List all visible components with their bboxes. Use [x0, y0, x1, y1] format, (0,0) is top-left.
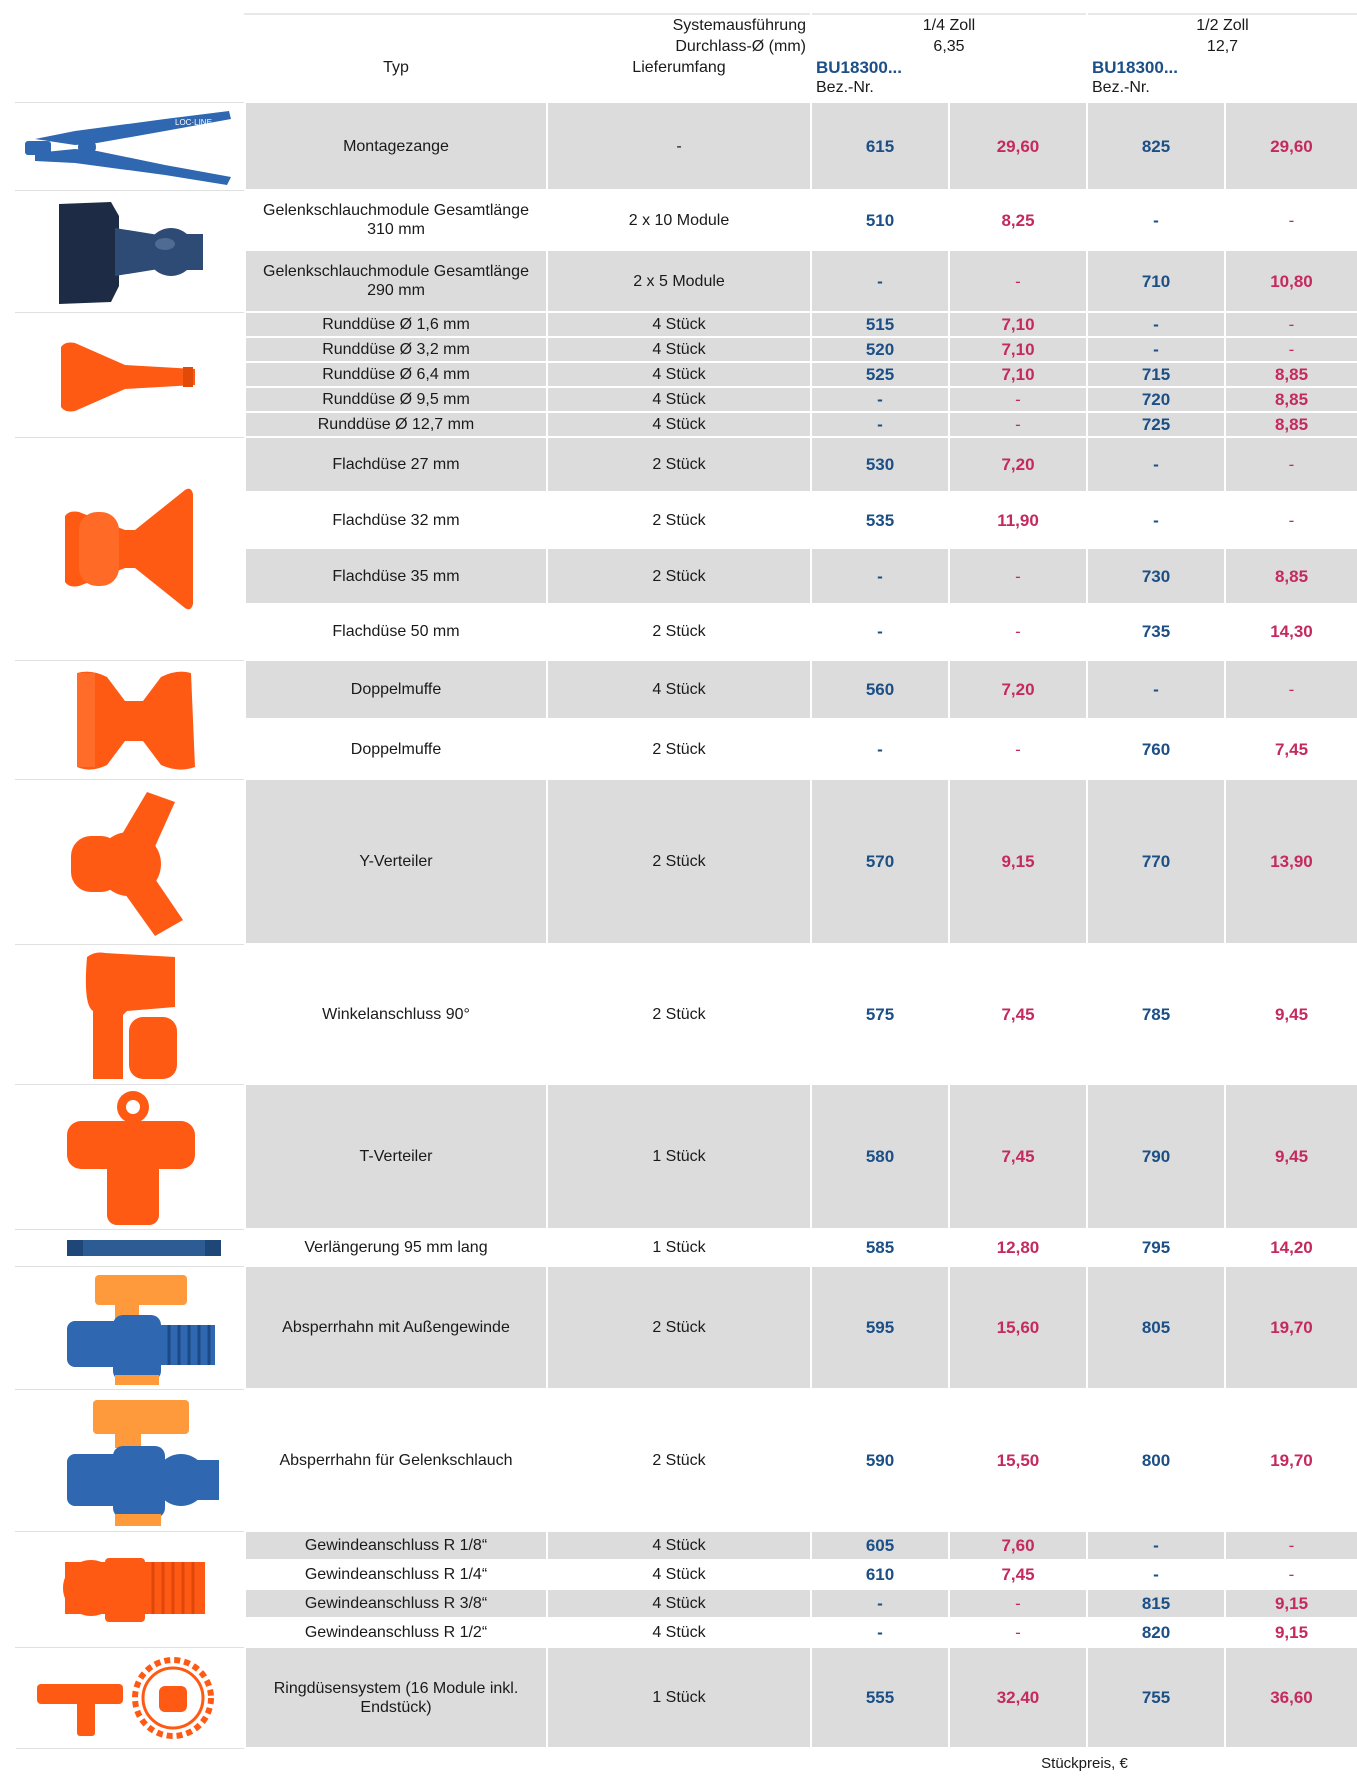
- y-splitter-image: [15, 779, 245, 944]
- row-nr-quarter: -: [811, 548, 949, 603]
- row-nr-half: 820: [1087, 1618, 1225, 1647]
- row-price-quarter: 7,20: [949, 660, 1087, 719]
- row-lieferumfang: 2 Stück: [547, 944, 811, 1084]
- table-row: [15, 102, 1357, 190]
- row-price-quarter: -: [949, 1618, 1087, 1647]
- row-price-half: 10,80: [1225, 250, 1357, 312]
- row-nr-half: -: [1087, 660, 1225, 719]
- row-lieferumfang: 2 Stück: [547, 779, 811, 944]
- row-lieferumfang: 2 x 5 Module: [547, 250, 811, 312]
- row-nr-half: -: [1087, 437, 1225, 492]
- row-typ: Runddüse Ø 1,6 mm: [245, 312, 547, 337]
- bez-nr: Bez.-Nr.: [1092, 79, 1150, 96]
- flat-nozzle-image: [15, 437, 245, 660]
- table-row: [15, 437, 1357, 492]
- valve-hose-image: [15, 1389, 245, 1531]
- row-lieferumfang: 2 Stück: [547, 1389, 811, 1531]
- t-splitter-icon: [15, 1085, 241, 1229]
- row-nr-half: -: [1087, 1531, 1225, 1560]
- row-nr-half: -: [1087, 1560, 1225, 1589]
- row-price-half: -: [1225, 190, 1357, 250]
- row-lieferumfang: 4 Stück: [547, 387, 811, 412]
- row-price-half: 8,85: [1225, 362, 1357, 387]
- row-price-quarter: 12,80: [949, 1229, 1087, 1266]
- row-price-half: 9,15: [1225, 1618, 1357, 1647]
- row-nr-half: -: [1087, 190, 1225, 250]
- row-nr-half: 800: [1087, 1389, 1225, 1531]
- row-nr-half: 770: [1087, 779, 1225, 944]
- row-price-half: -: [1225, 1531, 1357, 1560]
- row-price-quarter: 9,15: [949, 779, 1087, 944]
- row-typ: Verlängerung 95 mm lang: [245, 1229, 547, 1266]
- row-typ: Flachdüse 32 mm: [245, 492, 547, 548]
- row-nr-half: 805: [1087, 1266, 1225, 1389]
- row-typ: Flachdüse 27 mm: [245, 437, 547, 492]
- row-nr-half: 815: [1087, 1589, 1225, 1618]
- row-typ: T-Verteiler: [245, 1084, 547, 1229]
- row-price-quarter: -: [949, 387, 1087, 412]
- row-price-quarter: -: [949, 604, 1087, 660]
- row-nr-quarter: 570: [811, 779, 949, 944]
- elbow-image: [15, 944, 245, 1084]
- elbow-90-icon: [15, 945, 241, 1084]
- row-nr-half: -: [1087, 337, 1225, 362]
- row-price-quarter: 7,45: [949, 944, 1087, 1084]
- row-price-quarter: 8,25: [949, 190, 1087, 250]
- col-half-inch: 1/2 Zoll: [1087, 14, 1357, 36]
- row-price-quarter: 7,20: [949, 437, 1087, 492]
- row-price-quarter: -: [949, 250, 1087, 312]
- row-typ: Runddüse Ø 9,5 mm: [245, 387, 547, 412]
- row-typ: Runddüse Ø 12,7 mm: [245, 412, 547, 437]
- row-nr-half: 790: [1087, 1084, 1225, 1229]
- row-nr-half: 785: [1087, 944, 1225, 1084]
- flat-nozzle-icon: [15, 438, 241, 660]
- row-price-quarter: 7,10: [949, 312, 1087, 337]
- y-splitter-icon: [15, 780, 241, 944]
- typ-header: Typ: [245, 57, 547, 102]
- hose-module-image: [15, 190, 245, 312]
- row-nr-half: 795: [1087, 1229, 1225, 1266]
- extension-image: [15, 1229, 245, 1266]
- row-lieferumfang: 4 Stück: [547, 337, 811, 362]
- row-lieferumfang: 1 Stück: [547, 1084, 811, 1229]
- row-typ: Ringdüsensystem (16 Module inkl. Endstück): [245, 1647, 547, 1748]
- row-nr-quarter: -: [811, 387, 949, 412]
- row-lieferumfang: 4 Stück: [547, 312, 811, 337]
- row-nr-quarter: 525: [811, 362, 949, 387]
- row-lieferumfang: 2 Stück: [547, 492, 811, 548]
- col-quarter-inch: 1/4 Zoll: [811, 14, 1087, 36]
- row-nr-quarter: 560: [811, 660, 949, 719]
- valve-hose-icon: [15, 1390, 241, 1530]
- thread-connector-image: [15, 1531, 245, 1647]
- row-typ: Flachdüse 35 mm: [245, 548, 547, 603]
- ring-nozzle-icon: [15, 1648, 241, 1748]
- row-price-quarter: 7,60: [949, 1531, 1087, 1560]
- row-lieferumfang: 2 Stück: [547, 604, 811, 660]
- row-nr-quarter: 520: [811, 337, 949, 362]
- thread-connector-icon: [15, 1532, 241, 1646]
- row-price-quarter: 7,45: [949, 1084, 1087, 1229]
- row-typ: Gewindeanschluss R 1/2“: [245, 1618, 547, 1647]
- row-typ: Doppelmuffe: [245, 660, 547, 719]
- row-price-half: 29,60: [1225, 102, 1357, 190]
- row-price-half: -: [1225, 437, 1357, 492]
- row-lieferumfang: 2 x 10 Module: [547, 190, 811, 250]
- round-nozzle-image: [15, 312, 245, 437]
- row-price-quarter: 7,45: [949, 1560, 1087, 1589]
- row-typ: Gelenkschlauchmodule Gesamtlänge 290 mm: [245, 250, 547, 312]
- row-price-half: 19,70: [1225, 1389, 1357, 1531]
- row-nr-quarter: 580: [811, 1084, 949, 1229]
- row-price-quarter: -: [949, 1589, 1087, 1618]
- row-price-half: 36,60: [1225, 1647, 1357, 1748]
- row-nr-quarter: 605: [811, 1531, 949, 1560]
- ring-nozzle-image: [15, 1647, 245, 1748]
- row-price-half: -: [1225, 660, 1357, 719]
- row-lieferumfang: 1 Stück: [547, 1229, 811, 1266]
- row-typ: Absperrhahn mit Außengewinde: [245, 1266, 547, 1389]
- row-price-half: -: [1225, 312, 1357, 337]
- row-price-quarter: 15,60: [949, 1266, 1087, 1389]
- row-nr-half: 735: [1087, 604, 1225, 660]
- row-nr-half: 720: [1087, 387, 1225, 412]
- row-price-quarter: 32,40: [949, 1647, 1087, 1748]
- pliers-icon: [15, 103, 241, 189]
- durchlass-quarter: 6,35: [811, 36, 1087, 57]
- row-nr-half: 725: [1087, 412, 1225, 437]
- row-price-quarter: -: [949, 412, 1087, 437]
- bu-code-quarter: [811, 57, 1087, 102]
- row-price-half: 8,85: [1225, 387, 1357, 412]
- pliers-image: [15, 102, 245, 190]
- bez-nr: Bez.-Nr.: [816, 79, 874, 96]
- row-nr-quarter: -: [811, 412, 949, 437]
- round-nozzle-icon: [15, 313, 241, 436]
- row-nr-quarter: 575: [811, 944, 949, 1084]
- row-price-quarter: -: [949, 548, 1087, 603]
- row-price-quarter: 7,10: [949, 362, 1087, 387]
- row-nr-quarter: 535: [811, 492, 949, 548]
- header-blank: [15, 14, 245, 102]
- row-nr-quarter: 590: [811, 1389, 949, 1531]
- table-row: [15, 1389, 1357, 1531]
- table-row: [15, 1531, 1357, 1560]
- row-nr-half: 755: [1087, 1647, 1225, 1748]
- hose-module-icon: [15, 192, 241, 310]
- table-row: [15, 1266, 1357, 1389]
- row-nr-quarter: 585: [811, 1229, 949, 1266]
- row-nr-quarter: -: [811, 604, 949, 660]
- row-price-quarter: 7,10: [949, 337, 1087, 362]
- table-row: [15, 312, 1357, 337]
- row-typ: Gelenkschlauchmodule Gesamtlänge 310 mm: [245, 190, 547, 250]
- price-table: [14, 13, 1357, 1779]
- row-nr-quarter: 595: [811, 1266, 949, 1389]
- row-nr-half: -: [1087, 312, 1225, 337]
- row-typ: Y-Verteiler: [245, 779, 547, 944]
- table-row: [15, 944, 1357, 1084]
- row-typ: Montagezange: [245, 102, 547, 190]
- table-row: [15, 1084, 1357, 1229]
- valve-male-thread-icon: [15, 1267, 241, 1389]
- stueckpreis-label: Stückpreis, €: [811, 1748, 1357, 1778]
- row-typ: Runddüse Ø 6,4 mm: [245, 362, 547, 387]
- row-nr-quarter: -: [811, 1618, 949, 1647]
- bu-code: BU18300...: [1092, 58, 1178, 77]
- row-price-half: 14,20: [1225, 1229, 1357, 1266]
- double-coupling-image: [15, 660, 245, 779]
- row-price-half: 19,70: [1225, 1266, 1357, 1389]
- row-price-quarter: -: [949, 719, 1087, 779]
- bu-code-half: [1087, 57, 1357, 102]
- row-typ: Gewindeanschluss R 1/8“: [245, 1531, 547, 1560]
- row-lieferumfang: 2 Stück: [547, 548, 811, 603]
- row-price-half: -: [1225, 1560, 1357, 1589]
- row-nr-half: 730: [1087, 548, 1225, 603]
- row-lieferumfang: 4 Stück: [547, 660, 811, 719]
- row-price-half: 8,85: [1225, 412, 1357, 437]
- svg-text:LOC·LINE: LOC·LINE: [175, 118, 212, 127]
- row-typ: Flachdüse 50 mm: [245, 604, 547, 660]
- row-lieferumfang: 4 Stück: [547, 362, 811, 387]
- bu-code: BU18300...: [816, 58, 902, 77]
- row-typ: Gewindeanschluss R 1/4“: [245, 1560, 547, 1589]
- table-row: [15, 1229, 1357, 1266]
- row-lieferumfang: 2 Stück: [547, 719, 811, 779]
- table-row: [15, 779, 1357, 944]
- row-lieferumfang: 4 Stück: [547, 1531, 811, 1560]
- valve-male-image: [15, 1266, 245, 1389]
- lieferumfang-header: Lieferumfang: [547, 57, 811, 102]
- row-typ: Absperrhahn für Gelenkschlauch: [245, 1389, 547, 1531]
- extension-icon: [15, 1230, 241, 1266]
- row-nr-quarter: -: [811, 1589, 949, 1618]
- row-nr-half: 825: [1087, 102, 1225, 190]
- row-lieferumfang: 2 Stück: [547, 437, 811, 492]
- row-lieferumfang: 4 Stück: [547, 1618, 811, 1647]
- row-price-half: 9,45: [1225, 944, 1357, 1084]
- row-nr-quarter: -: [811, 719, 949, 779]
- row-price-half: 9,15: [1225, 1589, 1357, 1618]
- table-row: [15, 1647, 1357, 1748]
- row-price-half: 7,45: [1225, 719, 1357, 779]
- row-price-half: 14,30: [1225, 604, 1357, 660]
- row-nr-quarter: 615: [811, 102, 949, 190]
- durchlass-half: 12,7: [1087, 36, 1357, 57]
- row-nr-quarter: 510: [811, 190, 949, 250]
- row-nr-quarter: 555: [811, 1647, 949, 1748]
- row-price-half: -: [1225, 337, 1357, 362]
- row-price-half: -: [1225, 492, 1357, 548]
- table-row: [15, 660, 1357, 719]
- row-lieferumfang: 2 Stück: [547, 1266, 811, 1389]
- row-lieferumfang: 1 Stück: [547, 1647, 811, 1748]
- double-coupling-icon: [15, 661, 241, 779]
- table-row: [15, 190, 1357, 250]
- row-nr-quarter: -: [811, 250, 949, 312]
- row-price-half: 13,90: [1225, 779, 1357, 944]
- footer-blank: [15, 1748, 811, 1778]
- row-nr-half: -: [1087, 492, 1225, 548]
- row-lieferumfang: 4 Stück: [547, 1589, 811, 1618]
- row-lieferumfang: 4 Stück: [547, 412, 811, 437]
- row-lieferumfang: 4 Stück: [547, 1560, 811, 1589]
- row-nr-quarter: 610: [811, 1560, 949, 1589]
- row-typ: Runddüse Ø 3,2 mm: [245, 337, 547, 362]
- row-nr-quarter: 515: [811, 312, 949, 337]
- row-typ: Winkelanschluss 90°: [245, 944, 547, 1084]
- systemausfuehrung-label: Systemausführung: [245, 14, 811, 36]
- row-nr-quarter: 530: [811, 437, 949, 492]
- row-lieferumfang: -: [547, 102, 811, 190]
- row-price-half: 8,85: [1225, 548, 1357, 603]
- row-nr-half: 710: [1087, 250, 1225, 312]
- row-typ: Gewindeanschluss R 3/8“: [245, 1589, 547, 1618]
- row-price-quarter: 11,90: [949, 492, 1087, 548]
- row-nr-half: 760: [1087, 719, 1225, 779]
- t-splitter-image: [15, 1084, 245, 1229]
- durchlass-label: Durchlass-Ø (mm): [245, 36, 811, 57]
- row-price-quarter: 15,50: [949, 1389, 1087, 1531]
- row-typ: Doppelmuffe: [245, 719, 547, 779]
- row-price-quarter: 29,60: [949, 102, 1087, 190]
- row-nr-half: 715: [1087, 362, 1225, 387]
- row-price-half: 9,45: [1225, 1084, 1357, 1229]
